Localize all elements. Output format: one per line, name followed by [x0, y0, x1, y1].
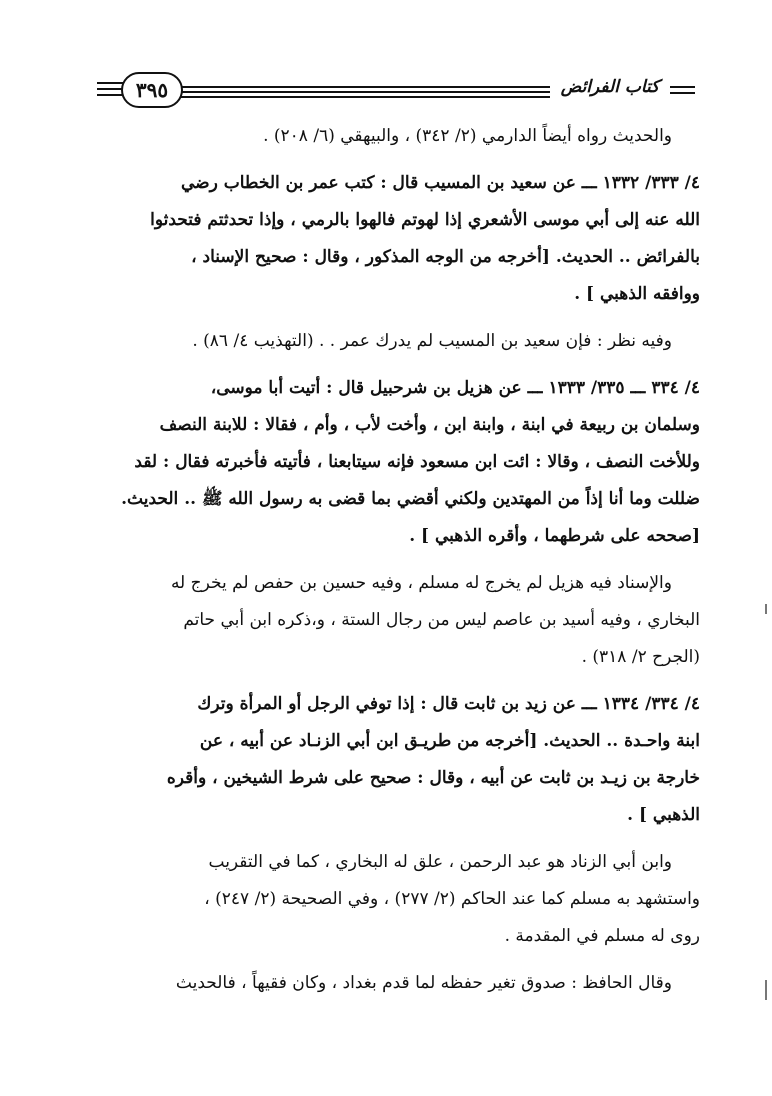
page-body — [75, 118, 700, 1012]
scan-edge-mark — [765, 604, 767, 614]
text-line: والحديث رواه أيضاً الدارمي (٢/ ٣٤٢) ، والبيهقي (٦/ ٢٠٨) . — [263, 126, 672, 146]
text-line: ووافقه الذهبي ] . — [574, 284, 700, 304]
text-line: [صححه على شرطهما ، وأقره الذهبي ] . — [409, 526, 700, 546]
text-line: الذهبي ] . — [627, 805, 700, 825]
text-line: الله عنه إلى أبي موسى الأشعري إذا لهوتم فالهوا بالرمي ، وإذا تحدثتم فتحدثوا — [150, 210, 700, 230]
page-number: ٣٩٥ — [121, 72, 183, 108]
page-header — [95, 68, 695, 108]
text-line: وللأخت النصف ، وقالا : ائت ابن مسعود فإنه سيتابعنا ، فأتيته فأخبرته فقال : لقد — [134, 452, 700, 472]
text-line: وفيه نظر : فإن سعيد بن المسيب لم يدرك عمر . . (التهذيب ٤/ ٨٦) . — [192, 331, 672, 351]
chapter-title: كتاب الفرائض — [550, 72, 670, 102]
paragraph-note — [75, 323, 700, 360]
text-line: والإسناد فيه هزيل لم يخرج له مسلم ، وفيه حسين بن حفص لم يخرج له — [170, 573, 672, 593]
paragraph-ibn-abi-zinad — [75, 844, 700, 955]
paragraph-1 — [75, 118, 700, 155]
text-line: البخاري ، وفيه أسيد بن عاصم ليس من رجال الستة ، و،ذكره ابن أبي حاتم — [183, 610, 700, 630]
hadith-entry-1333 — [75, 370, 700, 555]
paragraph-hafiz — [75, 965, 700, 1002]
text-line: وسلمان بن ربيعة في ابنة ، وابنة ابن ، وأخت لأب ، وأم ، فقالا : للابنة النصف — [159, 415, 700, 435]
scan-edge-mark — [765, 980, 767, 1000]
text-line: ٤/ ٣٣٤/ ١٣٣٤ ـــ عن زيد بن ثابت قال : إذا توفي الرجل أو المرأة وترك — [197, 694, 700, 714]
text-line: ٤/ ٣٣٣/ ١٣٣٢ ـــ عن سعيد بن المسيب قال : كتب عمر بن الخطاب رضي — [181, 173, 700, 193]
text-line: ابنة واحـدة .. الحديث. [أخرجه من طريـق ابن أبي الزنـاد عن أبيه ، عن — [199, 731, 700, 751]
text-line: ٤/ ٣٣٤ ـــ ٣٣٥/ ١٣٣٣ ـــ عن هزيل بن شرحبيل قال : أتيت أبا موسى، — [210, 378, 700, 398]
text-line: بالفرائض .. الحديث. [أخرجه من الوجه المذكور ، وقال : صحيح الإسناد ، — [191, 247, 700, 267]
hadith-entry-1332 — [75, 165, 700, 313]
text-line: ضللت وما أنا إذاً من المهتدين ولكني أقضي بما قضى به رسول الله ﷺ .. الحديث. — [121, 489, 700, 509]
text-line: روى له مسلم في المقدمة . — [504, 926, 700, 946]
hadith-entry-1334 — [75, 686, 700, 834]
text-line: خارجة بن زيـد بن ثابت عن أبيه ، وقال : صحيح على شرط الشيخين ، وأقره — [166, 768, 700, 788]
text-line: وابن أبي الزناد هو عبد الرحمن ، علق له البخاري ، كما في التقريب — [208, 852, 672, 872]
text-line: وقال الحافظ : صدوق تغير حفظه لما قدم بغداد ، وكان فقيهاً ، فالحديث — [175, 973, 672, 993]
text-line: واستشهد به مسلم كما عند الحاكم (٢/ ٢٧٧) ، وفي الصحيحة (٢/ ٢٤٧) ، — [204, 889, 700, 909]
text-line: (الجرح ٢/ ٣١٨) . — [581, 647, 700, 667]
paragraph-isnad — [75, 565, 700, 676]
header-ornament-left — [97, 82, 123, 100]
